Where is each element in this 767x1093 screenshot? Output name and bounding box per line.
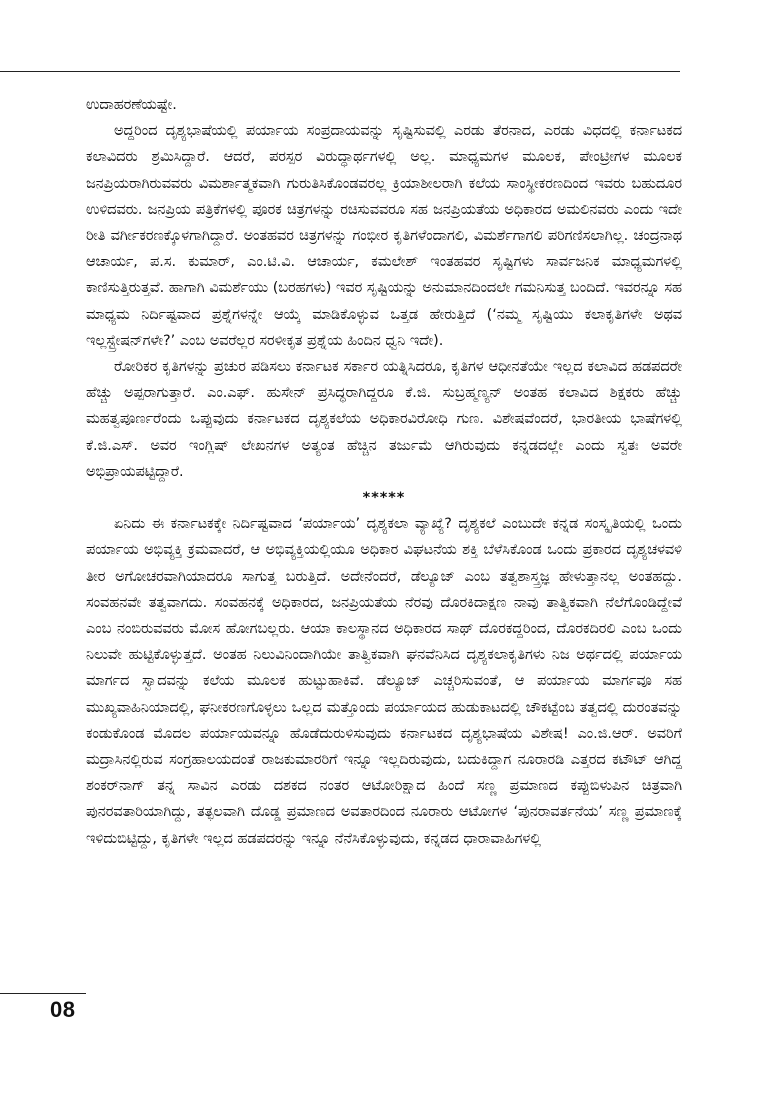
paragraph-4: ಏನಿದು ಈ ಕರ್ನಾಟಕಕ್ಕೇ ನಿರ್ದಿಷ್ಟವಾದ ‘ಪರ್ಯಾಯ’ ದೃಶ್ಯಕಲಾ ವ್ಯಾಖ್ಯೆ? ದೃಶ್ಯಕಲೆ ಎಂಬುದೇ ಕನ್ನಡ ಸಂಸ್ಕೃತಿಯಲ್ಲಿ ಒಂದು ಪರ್ಯಾಯ ಅಭಿವ್ಯಕ್ತಿ ಕ್ರಮವಾದರೆ, ಆ ಅಭಿವ್ಯಕ್ತಿಯಲ್ಲಿಯೂ ಅಧಿಕಾರ ವಿಘಟನೆಯ ಶಕ್ತಿ ಬೆಳೆಸಿಕೊಂಡ ಒಂದು ಪ್ರಕಾರದ ದೃಶ್ಯಚಳವಳಿ ತೀರ ಅಗೋಚರವಾಗಿಯಾದರೂ ಸಾಗುತ್ತ ಬರುತ್ತಿದೆ. ಅದೇನೆಂದರೆ, ಡೆಲ್ಯೂಜ್ ಎಂಬ ತತ್ವಶಾಸ್ತ್ರಜ್ಞ ಹೇಳುತ್ತಾನಲ್ಲ ಅಂತಹದ್ದು. ಸಂವಹನವೇ ತತ್ವವಾಗದು. ಸಂವಹನಕ್ಕೆ ಅಧಿಕಾರದ, ಜನಪ್ರಿಯತೆಯ ನೆರವು ದೊರಕಿದಾಕ್ಷಣ ನಾವು ತಾತ್ವಿಕವಾಗಿ ನೆಲೆಗೊಂಡಿದ್ದೇವೆ ಎಂಬ ನಂಬಿರುವವರು ಮೋಸ ಹೋಗಬಲ್ಲರು. ಆಯಾ ಕಾಲಸ್ಥಾನದ ಅಧಿಕಾರದ ಸಾಥ್ ದೊರಕದ್ದರಿಂದ, ದೊರಕದಿರಲಿ ಎಂಬ ಒಂದು ನಿಲುವೇ ಹುಟ್ಟಿಕೊಳ್ಳುತ್ತದೆ. ಅಂತಹ ನಿಲುವಿನಿಂದಾಗಿಯೇ ತಾತ್ವಿಕವಾಗಿ ಘನವೆನಿಸಿದ ದೃಶ್ಯಕಲಾಕೃತಿಗಳು ನಿಜ ಅರ್ಥದಲ್ಲಿ ಪರ್ಯಾಯ ಮಾರ್ಗದ ಸ್ವಾದವನ್ನು ಕಲೆಯ ಮೂಲಕ ಹುಟ್ಟುಹಾಕಿವೆ. ಡೆಲ್ಯೂಜ್ ಎಚ್ಚರಿಸುವಂತೆ, ಆ ಪರ್ಯಾಯ ಮಾರ್ಗವೂ ಸಹ ಮುಖ್ಯವಾಹಿನಿಯಾದಲ್ಲಿ, ಘನೀಕರಣಗೊಳ್ಳಲು ಒಲ್ಲದ ಮತ್ತೊಂದು ಪರ್ಯಾಯದ ಹುಡುಕಾಟದಲ್ಲಿ ಚೌಕಟ್ಟೆಂಬ ತತ್ವದಲ್ಲಿ ದುರಂತವನ್ನು ಕಂಡುಕೊಂಡ ಮೊದಲ ಪರ್ಯಾಯವನ್ನೂ ಹೊಡೆದುರುಳಿಸುವುದು ಕರ್ನಾಟಕದ ದೃಶ್ಯಭಾಷೆಯ ವಿಶೇಷ! ಎಂ.ಜಿ.ಆರ್. ಅವರಿಗೆ ಮದ್ರಾಸಿನಲ್ಲಿರುವ ಸಂಗ್ರಹಾಲಯದಂತೆ ರಾಜಕುಮಾರರಿಗೆ ಇನ್ನೂ ಇಲ್ಲದಿರುವುದು, ಬದುಕಿದ್ದಾಗ ನೂರಾರಡಿ ಎತ್ತರದ ಕಟೌಟ್ ಆಗಿದ್ದ ಶಂಕರ್‌ನಾಗ್ ತನ್ನ ಸಾವಿನ ಎರಡು ದಶಕದ ನಂತರ ಆಟೋರಿಕ್ಷಾದ ಹಿಂದೆ ಸಣ್ಣ ಪ್ರಮಾಣದ ಕಪ್ಪುಬಿಳುಪಿನ ಚಿತ್ರವಾಗಿ ಪುನರವತಾರಿಯಾಗಿದ್ದು, ತತ್ಫಲವಾಗಿ ದೊಡ್ಡ ಪ್ರಮಾಣದ ಅವತಾರದಿಂದ ನೂರಾರು ಆಟೋಗಳ ‘ಪುನರಾವರ್ತನೆಯ’ ಸಣ್ಣ ಪ್ರಮಾಣಕ್ಕೆ ಇಳಿದುಬಿಟ್ಟಿದ್ದು, ಕೃತಿಗಳೇ ಇಲ್ಲದ ಹಡಪದರನ್ನು ಇನ್ನೂ ನೆನೆಸಿಕೊಳ್ಳುವುದು, ಕನ್ನಡದ ಧಾರಾವಾಹಿಗಳಲ್ಲಿ [86,516,682,847]
page-number: 08 [50,997,76,1022]
paragraph-1: ಉದಾಹರಣೆಯಷ್ಟೇ. [86,97,177,113]
paragraph-2: ಅದ್ದರಿಂದ ದೃಶ್ಯಭಾಷೆಯಲ್ಲಿ ಪರ್ಯಾಯ ಸಂಪ್ರದಾಯವನ್ನು ಸೃಷ್ಟಿಸುವಲ್ಲಿ ಎರಡು ತೆರನಾದ, ಎರಡು ವಿಧದಲ್ಲಿ ಕರ್ನಾಟಕದ ಕಲಾವಿದರು ಶ್ರಮಿಸಿದ್ದಾರೆ. ಆದರೆ, ಪರಸ್ಪರ ವಿರುದ್ಧಾರ್ಥಗಳಲ್ಲಿ ಅಲ್ಲ. ಮಾಧ್ಯಮಗಳ ಮೂಲಕ, ಪೇಂಟ್ರೀಗಳ ಮೂಲಕ ಜನಪ್ರಿಯರಾಗಿರುವವರು ವಿಮರ್ಶಾತ್ಮಕವಾಗಿ ಗುರುತಿಸಿಕೊಂಡವರಲ್ಲ ಕ್ರಿಯಾಶೀಲರಾಗಿ ಕಲೆಯ ಸಾಂಸ್ಥೀಕರಣದಿಂದ ಇವರು ಬಹುದೂರ ಉಳಿದವರು. ಜನಪ್ರಿಯ ಪತ್ರಿಕೆಗಳಲ್ಲಿ ಪೂರಕ ಚಿತ್ರಗಳನ್ನು ರಚಿಸುವವರೂ ಸಹ ಜನಪ್ರಿಯತೆಯ ಅಧಿಕಾರದ ಅಮಲಿನವರು ಎಂದು ಇದೇ ರೀತಿ ವರ್ಗೀಕರಣಕ್ಕೊಳಗಾಗಿದ್ದಾರೆ. ಅಂತಹವರ ಚಿತ್ರಗಳನ್ನು ಗಂಭೀರ ಕೃತಿಗಳೆಂದಾಗಲಿ, ವಿಮರ್ಶೆಗಾಗಲಿ ಪರಿಗಣಿಸಲಾಗಿಲ್ಲ. ಚಂದ್ರನಾಥ ಆಚಾರ್ಯ, ಪ.ಸ. ಕುಮಾರ್, ಎಂ.ಟಿ.ವಿ. ಆಚಾರ್ಯ, ಕಮಲೇಶ್ ಇಂತಹವರ ಸೃಷ್ಟಿಗಳು ಸಾರ್ವಜನಿಕ ಮಾಧ್ಯಮಗಳಲ್ಲಿ ಕಾಣಿಸುತ್ತಿರುತ್ತವೆ. ಹಾಗಾಗಿ ವಿಮರ್ಶೆಯು (ಬರಹಗಳು) ಇವರ ಸೃಷ್ಟಿಯನ್ನು ಅನುಮಾನದಿಂದಲೇ ಗಮನಿಸುತ್ತ ಬಂದಿದೆ. ಇವರನ್ನೂ ಸಹ ಮಾಧ್ಯಮ ನಿರ್ದಿಷ್ಟವಾದ ಪ್ರಶ್ನೆಗಳನ್ನೇ ಆಯ್ಕೆ ಮಾಡಿಕೊಳ್ಳುವ ಒತ್ತಡ ಹೇರುತ್ತಿದೆ (‘ನಮ್ಮ ಸೃಷ್ಟಿಯು ಕಲಾಕೃತಿಗಳೇ ಅಥವ ಇಲ್ಲಸ್ಟ್ರೇಷನ್‌ಗಳೇ?’ ಎಂಬ ಅವರೆಲ್ಲರ ಸರಳೀಕೃತ ಪ್ರಶ್ನೆಯ ಹಿಂದಿನ ಧ್ವನಿ ಇದೇ). [86,123,682,349]
footer-rule [0,993,86,994]
article-body [86,92,682,852]
section-separator: ***** [362,490,406,507]
top-rule [0,71,680,72]
paragraph-3: ರೋರಿಕರ ಕೃತಿಗಳನ್ನು ಪ್ರಚುರ ಪಡಿಸಲು ಕರ್ನಾಟಕ ಸರ್ಕಾರ ಯತ್ನಿಸಿದರೂ, ಕೃತಿಗಳ ಆಧೀನತೆಯೇ ಇಲ್ಲದ ಕಲಾವಿದ ಹಡಪದರೇ ಹೆಚ್ಚು ಅಪ್ಪರಾಗುತ್ತಾರೆ. ಎಂ.ಎಫ್. ಹುಸೇನ್ ಪ್ರಸಿದ್ಧರಾಗಿದ್ದರೂ ಕೆ.ಜಿ. ಸುಬ್ರಹ್ಮಣ್ಯನ್ ಅಂತಹ ಕಲಾವಿದ ಶಿಕ್ಷಕರು ಹೆಚ್ಚು ಮಹತ್ವಪೂರ್ಣರೆಂದು ಒಪ್ಪುವುದು ಕರ್ನಾಟಕದ ದೃಶ್ಯಕಲೆಯ ಅಧಿಕಾರವಿರೋಧಿ ಗುಣ. ವಿಶೇಷವೆಂದರೆ, ಭಾರತೀಯ ಭಾಷೆಗಳಲ್ಲಿ ಕೆ.ಜಿ.ಎಸ್. ಅವರ ಇಂಗ್ಲಿಷ್ ಲೇಖನಗಳ ಅತ್ಯಂತ ಹೆಚ್ಚಿನ ತರ್ಜುಮೆ ಆಗಿರುವುದು ಕನ್ನಡದಲ್ಲೇ ಎಂದು ಸ್ವತಃ ಅವರೇ ಅಭಿಪ್ರಾಯಪಟ್ಟಿದ್ದಾರೆ. [86,359,682,480]
